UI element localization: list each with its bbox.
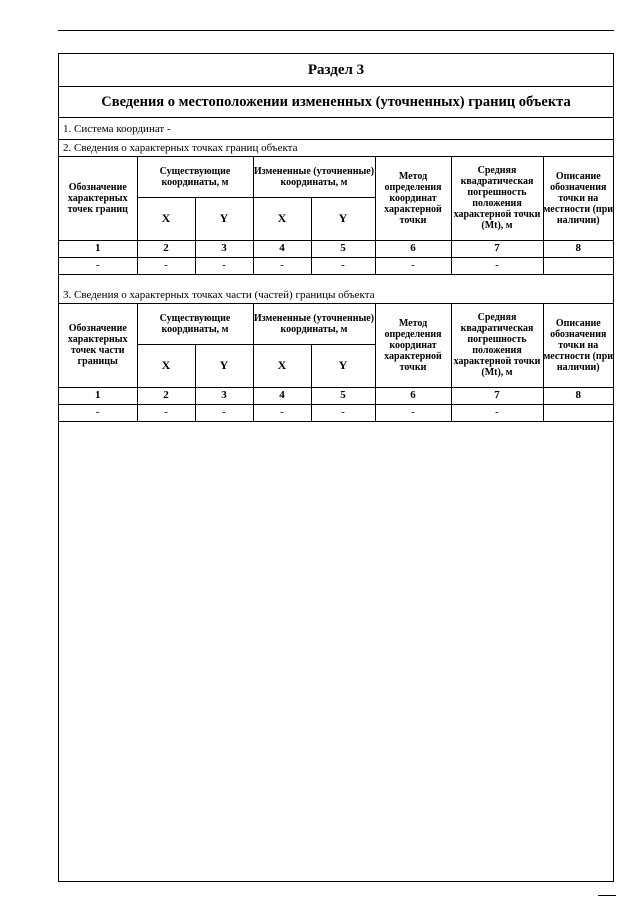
table-cell: - [59,257,137,274]
coordinate-system-line: 1. Система координат - [59,118,613,140]
col-number: 3 [195,240,253,257]
col-number: 7 [451,387,543,404]
table-cell: - [253,257,311,274]
col-number: 7 [451,240,543,257]
col-number: 2 [137,387,195,404]
table-cell: - [137,257,195,274]
section-subtitle: Сведения о местоположении измененных (уточненных) границ объекта [59,87,613,118]
col-number: 5 [311,387,375,404]
part-boundary-points-table [59,304,613,422]
col-number: 5 [311,240,375,257]
header-description: Описание обозначения точки на местности (при наличии) [543,304,613,387]
header-error: Средняя квадратическая погрешность положения характерной точки (Mt), м [451,304,543,387]
table-cell: - [195,404,253,421]
table-cell: - [375,404,451,421]
header-point-designation: Обозначение характерных точек границ [59,157,137,240]
top-rule [58,30,614,31]
table-cell: - [59,404,137,421]
header-x: X [137,197,195,240]
header-x: X [253,344,311,387]
col-number: 8 [543,240,613,257]
table-cell: - [375,257,451,274]
table-cell: - [137,404,195,421]
table-cell: - [451,404,543,421]
col-number: 4 [253,387,311,404]
table-cell: - [195,257,253,274]
header-x: X [137,344,195,387]
col-number: 1 [59,240,137,257]
part2-title: 2. Сведения о характерных точках границ объекта [59,140,613,157]
boundary-points-table [59,157,613,275]
header-changed-coords: Измененные (уточненные) координаты, м [253,157,375,197]
page-corner-mark [598,895,616,896]
table-cell: - [253,404,311,421]
col-number: 4 [253,240,311,257]
col-number: 8 [543,387,613,404]
table-cell [543,257,613,274]
header-description: Описание обозначения точки на местности (при наличии) [543,157,613,240]
table-cell: - [311,257,375,274]
header-point-designation: Обозначение характерных точек части границы [59,304,137,387]
col-number: 1 [59,387,137,404]
header-y: Y [195,344,253,387]
col-number: 2 [137,240,195,257]
section-title: Раздел 3 [59,54,613,87]
part3-title: 3. Сведения о характерных точках части (частей) границы объекта [59,287,613,304]
table-cell: - [311,404,375,421]
table-cell: - [451,257,543,274]
header-y: Y [195,197,253,240]
table-cell [543,404,613,421]
col-number: 3 [195,387,253,404]
header-existing-coords: Существующие координаты, м [137,304,253,344]
col-number: 6 [375,387,451,404]
header-changed-coords: Измененные (уточненные) координаты, м [253,304,375,344]
col-number: 6 [375,240,451,257]
header-y: Y [311,344,375,387]
header-error: Средняя квадратическая погрешность положения характерной точки (Mt), м [451,157,543,240]
section-frame [58,53,614,882]
header-method: Метод определения координат характерной точки [375,304,451,387]
header-method: Метод определения координат характерной точки [375,157,451,240]
header-x: X [253,197,311,240]
header-y: Y [311,197,375,240]
header-existing-coords: Существующие координаты, м [137,157,253,197]
